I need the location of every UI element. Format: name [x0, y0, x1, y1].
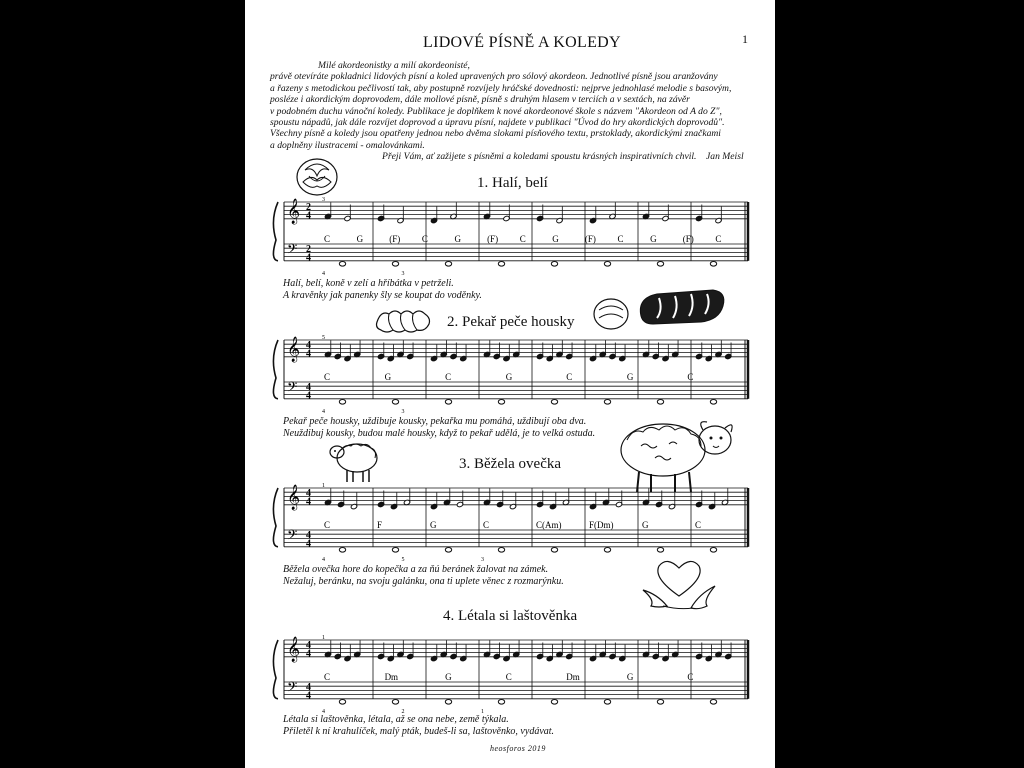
- intro-line: v podobném duchu vánoční koledy. Publikace je doplňkem k nové akordeonové škole s názvem "Akordeon od A do Z",: [270, 105, 722, 117]
- staff-brace: [273, 202, 278, 261]
- chord-symbol: F: [377, 520, 383, 530]
- bass-note: [498, 262, 504, 267]
- bass-note: [392, 400, 398, 405]
- intro-closing-text: Přeji Vám, ať zažijete s písněmi a koledami spoustu krásných inspirativních chvil.: [382, 151, 697, 163]
- bass-note: [445, 700, 451, 705]
- time-signature-numerator: 4: [306, 640, 311, 651]
- lyrics-line: Běžela ovečka hore do kopečka a za ňú beránek žalovat na zámek.: [283, 564, 549, 575]
- time-signature-denominator: 4: [306, 348, 311, 360]
- chord-symbol: C: [324, 520, 331, 530]
- fingering-number: 3: [401, 270, 405, 276]
- bass-note: [710, 400, 716, 405]
- page-footer: heosforos 2019: [490, 744, 546, 753]
- fingering-number: 4: [322, 556, 325, 562]
- page-title: LIDOVÉ PÍSNĚ A KOLEDY: [423, 34, 621, 51]
- round-bun-illustration: [591, 296, 631, 332]
- lyrics-line: Pekař peče housky, uždibuje kousky, pekařka mu pomáhá, uždibují oba dva.: [283, 416, 587, 427]
- song-title: 1. Halí, belí: [477, 175, 548, 191]
- bass-note: [710, 548, 716, 553]
- bass-note: [339, 262, 345, 267]
- chord-symbol: G: [552, 234, 559, 244]
- bread-loaf-illustration: [635, 286, 727, 328]
- fingering-number: 1: [481, 708, 484, 714]
- lyrics-line: Neuždibuj kousky, budou malé housky, když to pekař udělá, je to velká ostuda.: [283, 427, 596, 439]
- chord-symbol: G: [445, 672, 452, 682]
- bass-clef: 𝄢: [287, 529, 298, 546]
- time-signature-numerator: 4: [306, 340, 311, 351]
- time-signature-numerator: 4: [306, 530, 311, 541]
- chord-symbol: G: [505, 372, 513, 382]
- time-signature-denominator: 4: [306, 648, 311, 660]
- bass-note: [551, 700, 557, 705]
- chord-symbol: G: [356, 234, 364, 244]
- bass-note: [392, 262, 398, 267]
- lyrics-line: Halí, belí, koně v zelí a hříbátka v petrželi.: [283, 278, 454, 289]
- bass-note: [604, 548, 610, 553]
- bass-note: [551, 262, 557, 267]
- chord-symbol: G: [384, 372, 392, 382]
- bass-note: [551, 548, 557, 553]
- chord-symbol: (F): [584, 234, 596, 244]
- bass-note: [657, 548, 663, 553]
- bass-note: [392, 548, 398, 553]
- time-signature-numerator: 4: [306, 488, 311, 499]
- song-title: 3. Běžela ovečka: [459, 456, 562, 472]
- cabbage-illustration: [295, 156, 339, 198]
- bass-clef: 𝄢: [287, 681, 298, 698]
- bass-note: [604, 400, 610, 405]
- intro-author: Jan Meisl: [706, 151, 744, 163]
- bass-note: [339, 548, 345, 553]
- song-title: 4. Létala si laštověnka: [443, 608, 578, 624]
- fingering-number: 1: [322, 483, 325, 489]
- heart-swallows-illustration: [633, 556, 725, 622]
- staff-brace: [273, 488, 278, 547]
- chord-symbol: (F): [389, 234, 401, 244]
- chord-symbol: C: [324, 234, 331, 244]
- fingering-number: 5: [401, 556, 405, 562]
- chord-symbol: C: [695, 520, 702, 530]
- intro-line: právě otevíráte pokladnici lidových písní a koled upravených pro sólový akordeon. Jednotlivé písně jsou aranžovány: [270, 71, 718, 83]
- intro-line: spoustu nápadů, jak dále rozvíjet doprovod a úpravu písní, najdete v publikaci "Úvod do hry akordických doprovodů".: [270, 117, 725, 129]
- time-signature-denominator: 4: [306, 496, 311, 508]
- chord-symbol: (F): [682, 234, 694, 244]
- fingering-number: 4: [322, 408, 325, 414]
- time-signature-numerator: 2: [306, 244, 311, 255]
- bass-note: [339, 700, 345, 705]
- chord-symbol: C: [687, 672, 694, 682]
- page-number: 1: [742, 32, 748, 46]
- bass-note: [551, 400, 557, 405]
- sheet-music-page: [245, 0, 775, 768]
- treble-clef: 𝄞: [287, 198, 301, 223]
- chord-symbol: C: [617, 234, 624, 244]
- song-lyrics: [283, 278, 482, 301]
- bass-note: [710, 700, 716, 705]
- chord-symbol: C: [505, 672, 512, 682]
- treble-clef: 𝄞: [287, 484, 301, 509]
- bass-note: [498, 548, 504, 553]
- chord-symbol: C: [715, 234, 722, 244]
- lyrics-line: A kravěnky jak panenky šly se koupat do voděnky.: [283, 289, 482, 301]
- song-score: [270, 482, 755, 562]
- song-lyrics: [283, 416, 595, 439]
- intro-line: posléze i akordickým doprovodem, dále mollové písně, písně s druhým hlasem v terciích a v sextách, na závěr: [270, 94, 690, 106]
- bass-note: [710, 262, 716, 267]
- time-signature-denominator: 4: [306, 390, 311, 402]
- intro-line: a doplněny ilustracemi - omalovánkami.: [270, 139, 425, 151]
- chord-symbol: C: [324, 372, 331, 382]
- chord-symbol: (F): [487, 234, 499, 244]
- bass-note: [339, 400, 345, 405]
- fingering-number: 2: [401, 708, 405, 714]
- song-score: [270, 334, 755, 414]
- bass-clef: 𝄢: [287, 381, 298, 398]
- bass-note: [445, 548, 451, 553]
- song-lyrics: [283, 714, 554, 737]
- time-signature-denominator: 4: [306, 210, 311, 222]
- intro-line: Všechny písně a koledy jsou opatřeny jednou nebo dvěma slokami písňového textu, prstoklady, akordickými značkami: [270, 128, 721, 140]
- chord-symbol: G: [626, 372, 634, 382]
- chord-symbol: C: [445, 372, 452, 382]
- chord-symbol: C: [687, 372, 694, 382]
- time-signature-denominator: 4: [306, 690, 311, 702]
- chord-symbol: C: [519, 234, 526, 244]
- bass-clef: 𝄢: [287, 243, 298, 260]
- chord-symbol: Dm: [566, 672, 580, 682]
- staff-brace: [273, 340, 278, 399]
- fingering-number: 1: [322, 635, 325, 641]
- bass-note: [392, 700, 398, 705]
- chord-symbol: G: [430, 520, 437, 530]
- intro-text: [270, 60, 750, 163]
- chord-symbol: C: [566, 372, 573, 382]
- time-signature-numerator: 4: [306, 682, 311, 693]
- fingering-number: 3: [481, 556, 484, 562]
- bass-note: [604, 700, 610, 705]
- bass-note: [498, 700, 504, 705]
- bass-note: [445, 262, 451, 267]
- intro-greeting: Milé akordeonistky a milí akordeonisté,: [318, 60, 470, 71]
- fingering-number: 4: [322, 270, 325, 276]
- song-score: [270, 634, 755, 714]
- fingering-number: 4: [322, 708, 325, 714]
- chord-symbol: G: [626, 672, 634, 682]
- chord-symbol: G: [642, 520, 649, 530]
- time-signature-numerator: 2: [306, 202, 311, 213]
- chord-symbol: G: [454, 234, 461, 244]
- chord-symbol: C(Am): [536, 520, 562, 530]
- bass-note: [657, 400, 663, 405]
- intro-closing: [270, 151, 750, 162]
- lyrics-line: Přiletěl k ní krahulíček, malý pták, budeš-li sa, laštověnko, vydávat.: [283, 725, 555, 737]
- braided-bread-illustration: [373, 306, 433, 336]
- bass-note: [498, 400, 504, 405]
- staff-brace: [273, 640, 278, 699]
- small-sheep-illustration: [327, 436, 383, 486]
- bass-note: [657, 262, 663, 267]
- time-signature-denominator: 4: [306, 252, 311, 264]
- song-title: 2. Pekař peče housky: [447, 314, 575, 330]
- song-lyrics: [283, 564, 564, 587]
- song-score: [270, 196, 755, 276]
- fingering-number: 3: [401, 408, 405, 414]
- fingering-number: 3: [322, 197, 325, 203]
- chord-symbol: G: [650, 234, 657, 244]
- lyrics-line: Létala si laštověnka, létala, až se ona nebe, země týkala.: [283, 714, 509, 725]
- time-signature-numerator: 4: [306, 382, 311, 393]
- chord-symbol: F(Dm): [589, 520, 614, 530]
- intro-line: a řazeny s metodickou pečlivostí tak, aby postupně rozvíjely hráčské dovednosti: nejprve jednohlasé melodie s basovým,: [270, 82, 732, 94]
- bass-note: [657, 700, 663, 705]
- chord-symbol: Dm: [384, 672, 399, 682]
- treble-clef: 𝄞: [287, 636, 301, 661]
- fingering-number: 5: [322, 335, 325, 341]
- bass-note: [445, 400, 451, 405]
- chord-symbol: C: [483, 520, 490, 530]
- chord-symbol: C: [421, 234, 428, 244]
- treble-clef: 𝄞: [287, 336, 301, 361]
- time-signature-denominator: 4: [306, 538, 311, 550]
- lyrics-line: Nežaluj, beránku, na svoju galánku, ona ti uplete věnec z rozmarýnku.: [283, 575, 564, 587]
- bass-note: [604, 262, 610, 267]
- chord-symbol: C: [324, 672, 331, 682]
